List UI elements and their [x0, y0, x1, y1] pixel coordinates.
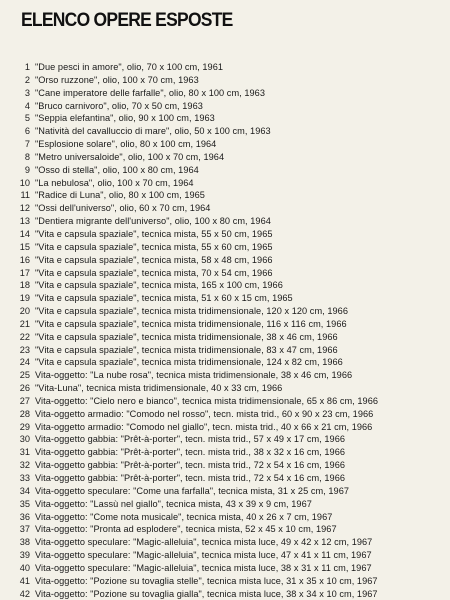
list-item	[0, 421, 450, 434]
item-number: 14	[19, 228, 30, 239]
list-item	[0, 74, 450, 87]
list-item	[0, 382, 450, 395]
item-description: "Vita e capsula spaziale", tecnica mista, 58 x 48 cm, 1966	[35, 254, 273, 265]
list-item	[0, 292, 450, 305]
item-description: "Vita e capsula spaziale", tecnica mista, 165 x 100 cm, 1966	[35, 280, 283, 291]
item-description: Vita-oggetto: "Come nota musicale", tecnica mista, 40 x 26 x 7 cm, 1967	[35, 511, 333, 522]
item-number: 39	[19, 550, 30, 561]
item-description: Vita-oggetto speculare: "Magic-alleluia", tecnica mista luce, 38 x 31 x 11 cm, 1967	[35, 562, 372, 573]
list-item	[0, 151, 450, 164]
item-number: 42	[19, 588, 30, 599]
item-number: 38	[19, 537, 30, 548]
item-number: 40	[19, 562, 30, 573]
list-item	[0, 395, 450, 408]
item-description: Vita-oggetto armadio: "Comodo nel giallo", tecn. mista trid., 40 x 66 x 21 cm, 1966	[35, 421, 373, 432]
item-description: "Metro universaloide", olio, 100 x 70 cm, 1964	[35, 151, 225, 162]
list-item	[0, 164, 450, 177]
item-number: 29	[19, 421, 30, 432]
list-item	[0, 267, 450, 280]
item-description: Vita-oggetto armadio: "Comodo nel rosso", tecn. mista trid., 60 x 90 x 23 cm, 1966	[35, 408, 374, 419]
item-number: 17	[19, 267, 30, 278]
item-description: Vita-oggetto gabbia: "Prêt-à-porter", tecn. mista trid., 72 x 54 x 16 cm, 1966	[35, 460, 346, 471]
list-item	[0, 536, 450, 549]
item-description: "La nebulosa", olio, 100 x 70 cm, 1964	[35, 177, 194, 188]
item-description: Vita-oggetto speculare: "Come una farfalla", tecnica mista, 31 x 25 cm, 1967	[35, 485, 350, 496]
item-description: "Vita e capsula spaziale", tecnica mista, 70 x 54 cm, 1966	[35, 267, 273, 278]
item-description: "Seppia elefantina", olio, 90 x 100 cm, 1963	[35, 113, 215, 124]
item-description: "Esplosione solare", olio, 80 x 100 cm, 1964	[35, 139, 217, 150]
item-number: 9	[24, 164, 30, 175]
item-description: "Vita e capsula spaziale", tecnica mista tridimensionale, 38 x 46 cm, 1966	[35, 331, 338, 342]
item-number: 11	[20, 190, 30, 201]
item-number: 6	[24, 126, 30, 137]
item-number: 26	[19, 383, 30, 394]
item-number: 37	[19, 524, 30, 535]
list-item	[0, 228, 450, 241]
item-description: Vita-oggetto gabbia: "Prêt-à-porter", tecn. mista trid., 38 x 32 x 16 cm, 1966	[35, 447, 346, 458]
list-item	[0, 100, 450, 113]
item-number: 13	[19, 216, 30, 227]
item-number: 27	[19, 395, 30, 406]
list-item	[0, 241, 450, 254]
item-description: "Vita e capsula spaziale", tecnica mista, 55 x 50 cm, 1965	[35, 228, 273, 239]
item-description: Vita-oggetto speculare: "Magic-alleluia", tecnica mista luce, 49 x 42 x 12 cm, 1967	[35, 537, 373, 548]
list-item	[0, 485, 450, 498]
item-description: "Vita e capsula spaziale", tecnica mista, 51 x 60 x 15 cm, 1965	[35, 293, 293, 304]
item-number: 8	[24, 151, 30, 162]
item-number: 1	[24, 62, 30, 72]
item-description: "Radice di Luna", olio, 80 x 100 cm, 1965	[35, 190, 205, 201]
item-number: 33	[19, 473, 30, 483]
item-description: Vita-oggetto: "Lassù nel giallo", tecnica mista, 43 x 39 x 9 cm, 1967	[35, 498, 312, 509]
item-number: 41	[19, 575, 30, 586]
item-number: 18	[19, 280, 30, 291]
item-number: 24	[19, 357, 30, 368]
item-description: Vita-oggetto speculare: "Magic-alleluia", tecnica mista luce, 47 x 41 x 11 cm, 1967	[35, 550, 372, 561]
list-item	[0, 202, 450, 215]
item-number: 28	[19, 408, 30, 419]
item-description: "Osso di stella", olio, 100 x 80 cm, 1964	[35, 164, 199, 175]
list-item	[0, 446, 450, 459]
item-number: 16	[19, 254, 30, 265]
item-description: Vita-oggetto: "Cielo nero e bianco", tecnica mista tridimensionale, 65 x 86 cm, 1966	[35, 395, 379, 406]
item-description: "Natività del cavalluccio di mare", olio, 50 x 100 cm, 1963	[35, 126, 271, 137]
list-item	[0, 459, 450, 472]
list-item	[0, 305, 450, 318]
item-description: Vita-oggetto: "Pozione su tovaglia stelle", tecnica mista luce, 31 x 35 x 10 cm, 1967	[35, 575, 378, 586]
item-description: "Vita e capsula spaziale", tecnica mista tridimensionale, 124 x 82 cm, 1966	[35, 357, 343, 368]
item-number: 4	[24, 100, 30, 111]
item-number: 32	[19, 460, 30, 471]
list-item	[0, 511, 450, 524]
list-item	[0, 472, 450, 485]
list-item	[0, 138, 450, 151]
item-description: "Vita e capsula spaziale", tecnica mista tridimensionale, 120 x 120 cm, 1966	[35, 306, 348, 317]
item-number: 35	[19, 498, 30, 509]
list-item	[0, 344, 450, 357]
list-item	[0, 562, 450, 575]
item-description: "Ossi dell'universo", olio, 60 x 70 cm, 1964	[35, 203, 211, 214]
item-description: Vita-oggetto: "Pozione su tovaglia gialla", tecnica mista luce, 38 x 34 x 10 cm, 1967	[35, 588, 378, 599]
works-list	[0, 61, 450, 600]
item-description: "Dentiera migrante dell'universo", olio, 100 x 80 cm, 1964	[35, 216, 271, 227]
item-description: Vita-oggetto: "La nube rosa", tecnica mista tridimensionale, 38 x 46 cm, 1966	[35, 370, 353, 381]
item-number: 5	[24, 113, 30, 124]
list-item	[0, 215, 450, 228]
list-item	[0, 575, 450, 588]
item-number: 21	[19, 318, 30, 329]
item-number: 30	[19, 434, 30, 445]
item-number: 23	[19, 344, 30, 355]
item-description: "Vita e capsula spaziale", tecnica mista tridimensionale, 116 x 116 cm, 1966	[35, 318, 347, 329]
list-item	[0, 61, 450, 74]
item-number: 20	[19, 306, 30, 317]
item-number: 3	[24, 87, 30, 98]
list-item	[0, 356, 450, 369]
item-description: "Due pesci in amore", olio, 70 x 100 cm, 1961	[35, 62, 224, 72]
list-item	[0, 331, 450, 344]
list-item	[0, 588, 450, 600]
item-description: "Orso ruzzone", olio, 100 x 70 cm, 1963	[35, 74, 199, 85]
list-item	[0, 112, 450, 125]
item-number: 7	[24, 139, 30, 150]
item-description: "Vita e capsula spaziale", tecnica mista, 55 x 60 cm, 1965	[35, 241, 273, 252]
item-number: 19	[19, 293, 30, 304]
list-item	[0, 189, 450, 202]
list-item	[0, 369, 450, 382]
item-number: 12	[19, 203, 30, 214]
item-number: 34	[19, 485, 30, 496]
item-number: 2	[24, 74, 30, 85]
list-item	[0, 498, 450, 511]
item-description: Vita-oggetto: "Pronta ad esplodere", tecnica mista, 52 x 45 x 10 cm, 1967	[35, 524, 337, 535]
item-description: "Bruco carnivoro", olio, 70 x 50 cm, 1963	[35, 100, 203, 111]
list-item	[0, 177, 450, 190]
list-item	[0, 549, 450, 562]
list-item	[0, 279, 450, 292]
item-description: Vita-oggetto gabbia: "Prêt-à-porter", tecn. mista trid., 72 x 54 x 16 cm, 1966	[35, 473, 346, 483]
item-number: 15	[19, 241, 30, 252]
list-item	[0, 318, 450, 331]
list-item	[0, 87, 450, 100]
item-description: "Vita e capsula spaziale", tecnica mista tridimensionale, 83 x 47 cm, 1966	[35, 344, 338, 355]
list-item	[0, 125, 450, 138]
item-description: Vita-oggetto gabbia: "Prêt-à-porter", tecn. mista trid., 57 x 49 x 17 cm, 1966	[35, 434, 346, 445]
list-item	[0, 254, 450, 267]
item-number: 36	[19, 511, 30, 522]
list-item	[0, 523, 450, 536]
item-description: "Vita-Luna", tecnica mista tridimensionale, 40 x 33 cm, 1966	[35, 383, 283, 394]
list-item	[0, 408, 450, 421]
item-description: "Cane imperatore delle farfalle", olio, 80 x 100 cm, 1963	[35, 87, 265, 98]
item-number: 22	[19, 331, 30, 342]
item-number: 25	[19, 370, 30, 381]
item-number: 31	[19, 447, 30, 458]
item-number: 10	[19, 177, 30, 188]
page-title: ELENCO OPERE ESPOSTE	[21, 10, 233, 31]
list-item	[0, 433, 450, 446]
